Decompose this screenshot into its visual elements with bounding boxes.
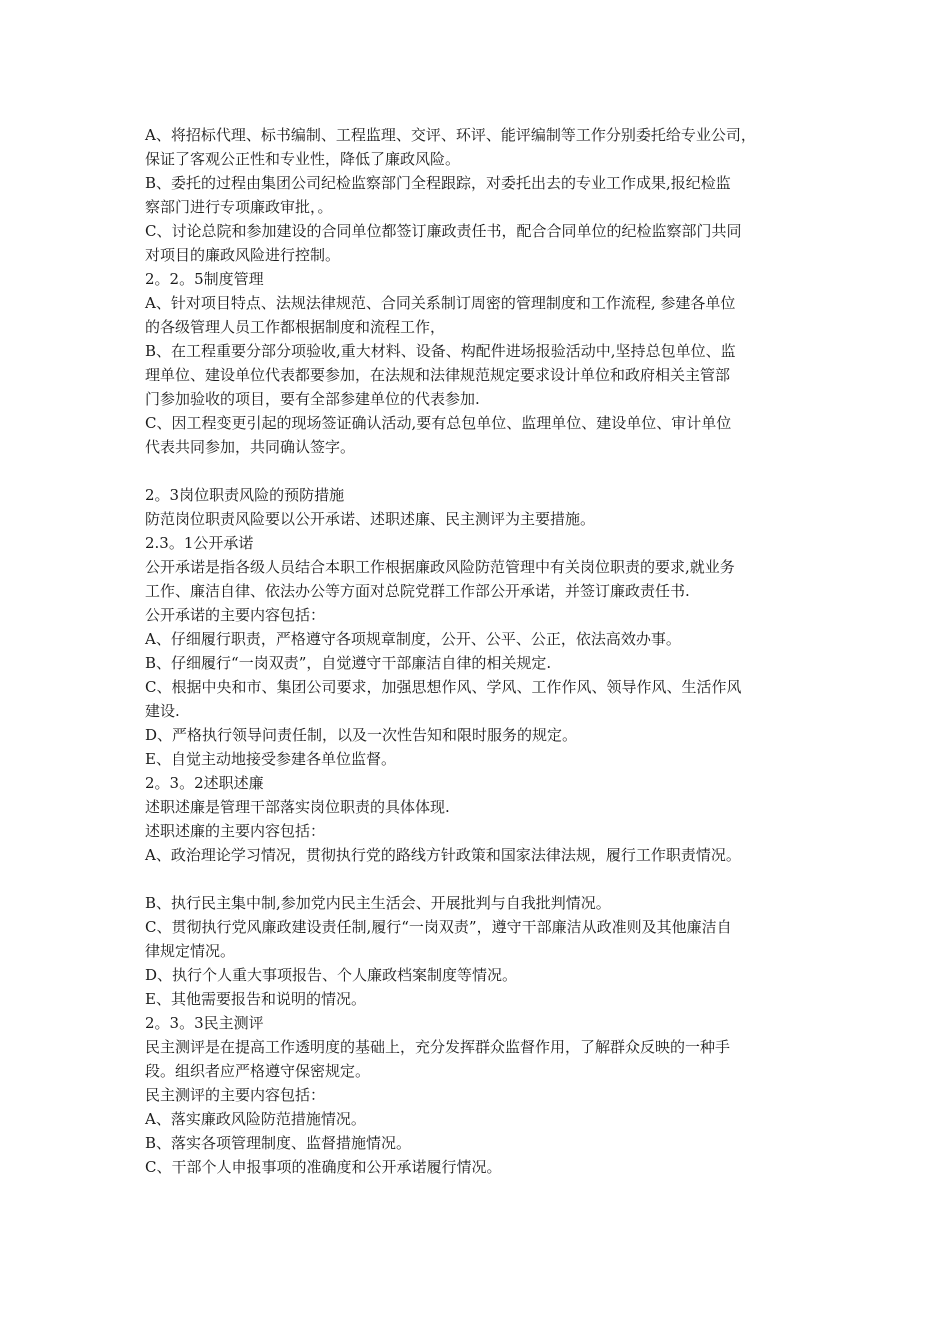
text-line: 2。3。2述职述廉 (145, 774, 264, 792)
text-line: 2。3。3民主测评 (145, 1014, 264, 1032)
text-line: 工作、廉洁自律、依法办公等方面对总院党群工作部公开承诺，并签订廉政责任书. (145, 582, 690, 600)
text-line: 理单位、建设单位代表都要参加，在法规和法律规范规定要求设计单位和政府相关主管部 (145, 366, 731, 384)
text-line: 代表共同参加，共同确认签字。 (145, 438, 356, 456)
text-line: A、政治理论学习情况，贯彻执行党的路线方针政策和国家法律法规，履行工作职责情况。 (145, 846, 741, 864)
text-line: 2.3。1公开承诺 (145, 534, 254, 552)
document-body (145, 123, 815, 1179)
text-line: A、将招标代理、标书编制、工程监理、交评、环评、能评编制等工作分别委托给专业公司， (145, 126, 756, 144)
text-line: 述职述廉的主要内容包括： (145, 822, 326, 840)
text-line: 民主测评是在提高工作透明度的基础上，充分发挥群众监督作用，了解群众反映的一种手 (145, 1038, 731, 1056)
text-line: C、贯彻执行党风廉政建设责任制,履行“一岗双责”，遵守干部廉洁从政准则及其他廉洁自 (145, 918, 732, 936)
text-line: 建设. (145, 702, 180, 720)
text-line: B、执行民主集中制,参加党内民主生活会、开展批判与自我批判情况。 (145, 894, 611, 912)
blank-line (145, 867, 815, 891)
text-line: C、因工程变更引起的现场签证确认活动,要有总包单位、监理单位、建设单位、审计单位 (145, 414, 732, 432)
text-line: 2。2。5制度管理 (145, 270, 264, 288)
text-line: A、落实廉政风险防范措施情况。 (145, 1110, 366, 1128)
text-line: 律规定情况。 (145, 942, 236, 960)
text-line: E、自觉主动地接受参建各单位监督。 (145, 750, 396, 768)
text-line: 保证了客观公正性和专业性，降低了廉政风险。 (145, 150, 461, 168)
text-line: 公开承诺是指各级人员结合本职工作根据廉政风险防范管理中有关岗位职责的要求,就业务 (145, 558, 735, 576)
text-line: 的各级管理人员工作都根据制度和流程工作， (145, 318, 446, 336)
text-line: 门参加验收的项目，要有全部参建单位的代表参加. (145, 390, 480, 408)
text-line: 防范岗位职责风险要以公开承诺、述职述廉、民主测评为主要措施。 (145, 510, 596, 528)
text-line: 段。组织者应严格遵守保密规定。 (145, 1062, 371, 1080)
text-line: B、落实各项管理制度、监督措施情况。 (145, 1134, 412, 1152)
text-line: B、在工程重要分部分项验收,重大材料、设备、构配件进场报验活动中,坚持总包单位、监 (145, 342, 736, 360)
text-line: A、仔细履行职责，严格遵守各项规章制度，公开、公平、公正，依法高效办事。 (145, 630, 681, 648)
text-line: 民主测评的主要内容包括： (145, 1086, 326, 1104)
text-line: B、仔细履行“一岗双责”，自觉遵守干部廉洁自律的相关规定. (145, 654, 552, 672)
text-line: 公开承诺的主要内容包括： (145, 606, 326, 624)
text-line: D、执行个人重大事项报告、个人廉政档案制度等情况。 (145, 966, 518, 984)
text-line: B、委托的过程由集团公司纪检监察部门全程跟踪，对委托出去的专业工作成果,报纪检监 (145, 174, 731, 192)
text-line: 2。3岗位职责风险的预防措施 (145, 486, 345, 504)
text-line: D、严格执行领导问责任制，以及一次性告知和限时服务的规定。 (145, 726, 578, 744)
text-line: A、针对项目特点、法规法律规范、合同关系制订周密的管理制度和工作流程, 参建各单位 (145, 294, 736, 312)
text-line: C、根据中央和市、集团公司要求，加强思想作风、学风、工作作风、领导作风、生活作风 (145, 678, 742, 696)
text-line: C、讨论总院和参加建设的合同单位都签订廉政责任书，配合合同单位的纪检监察部门共同 (145, 222, 742, 240)
blank-line (145, 459, 815, 483)
text-line: C、干部个人申报事项的准确度和公开承诺履行情况。 (145, 1158, 502, 1176)
text-line: E、其他需要报告和说明的情况。 (145, 990, 366, 1008)
text-line: 察部门进行专项廉政审批，。 (145, 198, 333, 216)
text-line: 述职述廉是管理干部落实岗位职责的具体体现. (145, 798, 450, 816)
text-line: 对项目的廉政风险进行控制。 (145, 246, 341, 264)
